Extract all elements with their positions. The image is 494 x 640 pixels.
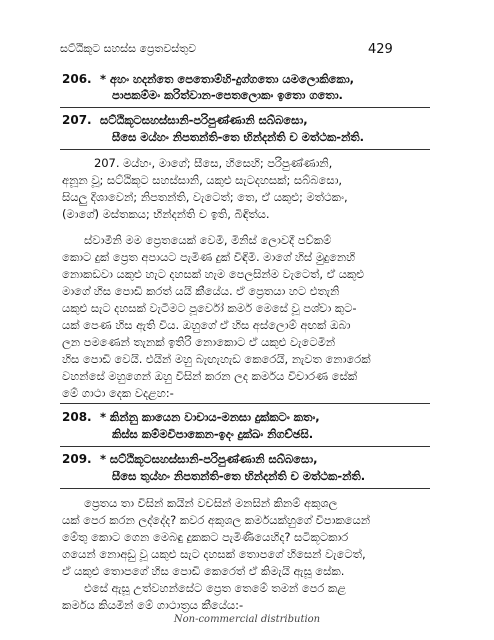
text-line: ඒ යකුළු තොපගේ හිස පොඩි කෙරෙත් ඒ කිමැයි ඇසූ සේක.	[62, 564, 345, 578]
page-number: 429	[368, 42, 393, 57]
text-line: ගයෙන් නොඅඩු වූ යකුළු සැට දහසක් තොපගේ හිසෙන් වැටෙත්,	[62, 547, 366, 561]
text-line: හිස පොඩි වෙයි. එයින් මහු බැඟැහැඩ කෙරෙයි, නැවත නොරෙක්	[62, 352, 371, 366]
text-line: වහන්සේ මහුගෙන් ඔහු විසින් කරන ලද කර්මය විචාරණ සේක්	[62, 369, 358, 383]
text-line: යකුළු සැට දහසක් වැටීමට පූර්වෝ කර්ම මෙසේ වූ පශ්චා කුට-	[62, 301, 357, 315]
verse-number: 206.	[62, 72, 92, 86]
footer-note: Non-commercial distribution	[173, 614, 321, 625]
text-line: ලන පමණෙන් තැනක් ඉතිරි නොකොට ඒ යකුළු වැටෙමින්	[62, 335, 336, 349]
text-line: නොකඩවා යකුළු හැට දහසක් හැම පෙලසින්ම වැටෙත්, ඒ යකුළු	[62, 267, 364, 281]
verse-divider	[60, 149, 430, 150]
verse-number: 209.	[62, 452, 92, 466]
verse-line: කිස්ස කම්මවිපාකෙන-ඉදං දුක්ඛං නිගච්ඡසි.	[112, 427, 314, 441]
verse-divider	[60, 488, 430, 489]
text-line: මාගේ හිස පොඩි කරත් යයි කීයේය. ඒ ප්‍රෙතයා හට එතැනි	[62, 284, 340, 298]
verse-number: 208.	[62, 410, 92, 424]
verse-number: 207.	[62, 113, 92, 127]
text-line: යක් පෙර කරන ලද්දේද? කවර අකුශල කර්මයක්හුගේ විපාකයෙන්	[62, 513, 371, 527]
text-line: අනූන වූ; සට්ඨිකූට සහස්සානි, යකුළු සැටදහසක්; සබ්බසො,	[62, 173, 343, 187]
text-line: (මාගේ) මස්තකය; භින්දන්ති ච ඉති, බිඳිත්ය.	[62, 207, 270, 221]
text-line: සියලු දිශාවෙන්; නිපතන්ති, වැටෙත්; තෙ, ඒ යකුළු; මත්ථකං,	[62, 190, 348, 204]
text-line: කොට දුක් ප්‍රෙත අපායට පැමිණ දුක් විඳිමි. මාගේ හිස් මුදුනෙහි	[62, 250, 356, 264]
text-line: ප්‍රෙතය තා විසින් කයින් වචසින් මනසින් කිනම් අකුශල	[84, 496, 338, 510]
text-line: 207. මය්හං, මාගේ; සීසෙ, හිසෙහි; පරිපුණ්ණානි,	[94, 156, 333, 170]
verse-line: * සට්ඨිකූටසහස්සානි-පරිපුණ්ණානි සබ්බසො,	[100, 452, 318, 466]
verse-divider	[60, 403, 430, 404]
text-line: එසේ ඇසූ උත්වහන්සේට ප්‍රෙත තෙමේ තමන් පෙර කළ	[84, 581, 346, 595]
text-line: කර්මය කියමින් මේ ගාථාත්‍රය කීයේය:-	[62, 598, 244, 612]
text-line: යක් පෙණ හිස ඇති විය. ඔහුගේ ඒ හිස අස්ලොම් අඟක් ඔබා	[62, 318, 351, 332]
verse-line: * කින්නු කායෙන වාචාය-මනසා දුක්කටං කතං,	[100, 410, 320, 424]
running-header-title: සට්ඨිකූට සහස්ස ප්‍රෙතවස්තුව	[60, 42, 197, 55]
verse-line: සීසෙ තුය්හං නිපතන්ති-තෙ භින්දන්ති ච මත්ථක-න්ති.	[112, 469, 366, 483]
text-line: මේ ගාථා දෙක වදළහ:-	[62, 386, 174, 400]
verse-line: සට්ඨිකූටසහස්සානි-පරිපුණ්ණානි සබ්බසො,	[100, 113, 308, 127]
text-line: ස්වාමීනි මම ප්‍රෙතයෙක් වෙමි, මිනිස් ලොවදී පව්කම්	[84, 233, 332, 247]
verse-line: පාපකම්මං කරිත්වාන-පෙතලොකං ඉතො ගතො.	[112, 88, 343, 102]
verse-divider	[60, 446, 430, 447]
text-line: මේතු කොට ගෙන මෙබඳු දුකකට පැමිණියෙහිද? සටිකූටකාර	[62, 530, 349, 544]
verse-divider	[60, 107, 430, 108]
verse-line: සීසෙ මය්හං නිපතන්ති-තෙ භින්දන්ති ච මත්ථක-න්ති.	[112, 130, 364, 144]
verse-line: * අහං හදන්තෙ පෙතොම්හි-දුග්ගතො යමලොකිකො,	[100, 72, 354, 86]
